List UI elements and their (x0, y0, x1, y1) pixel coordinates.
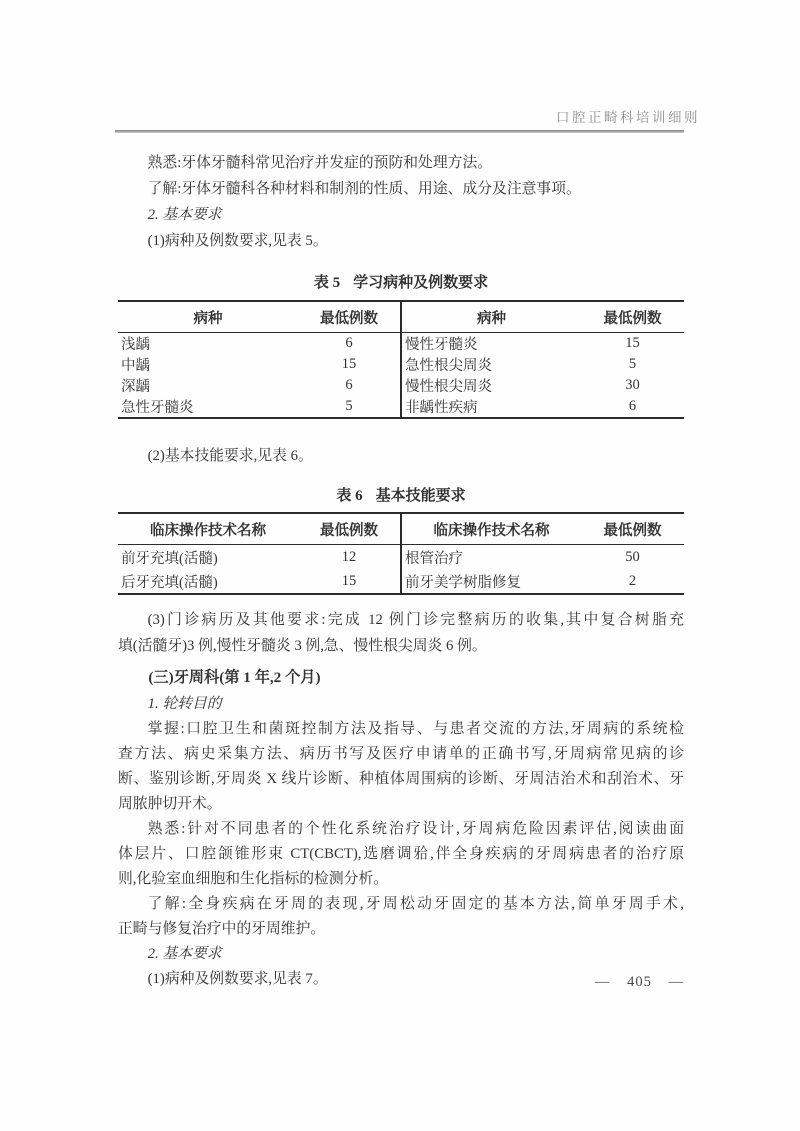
table-row (118, 396, 684, 418)
paragraph-line-see-table7: (1)病种及例数要求,见表 7。 (147, 971, 328, 987)
paragraph-line-master-1: 掌握:口腔卫生和菌斑控制方法及指导、与患者交流的方法,牙周病的系统检 (147, 721, 684, 737)
table-cell: 6 (298, 333, 401, 355)
table6-header-technique-right: 临床操作技术名称 (401, 513, 581, 545)
table-cell: 急性牙髓炎 (121, 400, 194, 416)
subheading-rotation-purpose: 1. 轮转目的 (147, 696, 222, 712)
paragraph-line-understand2-1: 了解:全身疾病在牙周的表现,牙周松动牙固定的基本方法,简单牙周手术, (147, 896, 684, 912)
paragraph-line-master-4: 周脓肿切开术。 (118, 796, 222, 812)
running-header (556, 106, 700, 126)
table-cell: 5 (298, 396, 401, 418)
table-row (118, 375, 684, 396)
table5-caption-title: 学习病种及例数要求 (353, 275, 489, 291)
table5-disease-case-requirements (118, 300, 684, 419)
table-cell: 前牙美学树脂修复 (404, 574, 521, 591)
table-cell: 2 (628, 572, 637, 589)
table-cell: 后牙充填(活髓) (121, 574, 218, 591)
table-cell: 根管治疗 (404, 550, 463, 567)
table-cell: 慢性根尖周炎 (404, 379, 492, 395)
paragraph-line-master-3: 断、鉴别诊断,牙周炎 X 线片诊断、种植体周围病的诊断、牙周洁治术和刮治术、牙 (118, 771, 684, 787)
paragraph-line-see-table6: (2)基本技能要求,见表 6。 (147, 448, 313, 464)
page-number-text: — 405 — (595, 974, 684, 990)
periodontics-paragraphs (118, 717, 684, 992)
table-cell: 12 (298, 545, 401, 570)
paragraph-line-familiar2-1: 熟悉:针对不同患者的个性化系统治疗设计,牙周病危险因素评估,阅读曲面 (147, 821, 684, 837)
table-row (118, 354, 684, 375)
table6-header-min-cases-left: 最低例数 (298, 513, 401, 545)
table6-header-technique-left: 临床操作技术名称 (118, 513, 298, 545)
paragraph-line-master-2: 查方法、病史采集方法、病历书写及医疗申请单的正确书写,牙周病常见病的诊 (118, 746, 684, 762)
table-cell: 15 (625, 335, 640, 351)
table-cell: 浅龋 (121, 337, 150, 353)
table5-caption-label: 表 5 (313, 275, 341, 291)
paragraph-line-see-table5: (1)病种及例数要求,见表 5。 (147, 233, 328, 249)
paragraph-line-understand: 了解:牙体牙髓科各种材料和制剂的性质、用途、成分及注意事项。 (147, 181, 581, 197)
table-cell: 6 (298, 375, 401, 396)
table6-header-min-cases-right: 最低例数 (581, 513, 684, 545)
table-cell: 深龋 (121, 379, 150, 395)
table-cell: 15 (298, 354, 401, 375)
paragraph-line-familiar2-2: 体层片、口腔颌锥形束 CT(CBCT),选磨调𬌗,伴全身疾病的牙周病患者的治疗原 (118, 846, 684, 862)
table6-basic-skill-requirements (118, 512, 684, 595)
table-row (118, 545, 684, 570)
table6-header-row (118, 513, 684, 545)
table6-caption-label: 表 6 (336, 488, 363, 504)
table-cell: 5 (628, 356, 637, 372)
table5-header-min-cases-left: 最低例数 (298, 301, 401, 333)
table-cell: 慢性牙髓炎 (404, 337, 478, 353)
table-row (118, 569, 684, 594)
table-cell: 中龋 (121, 358, 150, 374)
table-cell: 15 (298, 569, 401, 594)
table-cell: 急性根尖周炎 (404, 358, 492, 374)
table-cell: 前牙充填(活髓) (121, 550, 218, 567)
table5-caption (118, 270, 684, 296)
page-number (595, 974, 684, 991)
table6-caption (118, 483, 684, 509)
paragraph-line-understand2-2: 正畸与修复治疗中的牙周维护。 (118, 921, 326, 937)
section-heading-periodontics: (三)牙周科(第 1 年,2 个月) (148, 669, 321, 686)
table-cell: 50 (625, 548, 640, 565)
table5-header-min-cases-right: 最低例数 (581, 301, 684, 333)
paragraph-line-familiar: 熟悉:牙体牙髓科常见治疗并发症的预防和处理方法。 (147, 155, 493, 171)
table5-header-disease-left: 病种 (118, 301, 298, 333)
header-divider (115, 130, 684, 133)
table5-header-row (118, 301, 684, 333)
table-cell: 非龋性疾病 (404, 400, 478, 416)
paragraph-line-familiar2-3: 则,化验室血细胞和生化指标的检测分析。 (118, 871, 389, 887)
table-row (118, 333, 684, 355)
table5-header-disease-right: 病种 (401, 301, 581, 333)
paragraph-line-outpatient-records-1: (3)门诊病历及其他要求:完成 12 例门诊完整病历的收集,其中复合树脂充 (147, 612, 684, 628)
table-cell: 6 (628, 398, 637, 414)
subheading-basic-requirements-2: 2. 基本要求 (147, 946, 222, 962)
table-cell: 30 (625, 377, 640, 393)
paragraph-line-outpatient-records-2: 填(活髓牙)3 例,慢性牙髓炎 3 例,急、慢性根尖周炎 6 例。 (118, 638, 487, 654)
page-content (118, 150, 684, 992)
subheading-basic-requirements-1: 2. 基本要求 (147, 207, 222, 223)
running-header-title: 口腔正畸科培训细则 (556, 110, 700, 125)
table6-caption-title: 基本技能要求 (375, 488, 466, 504)
